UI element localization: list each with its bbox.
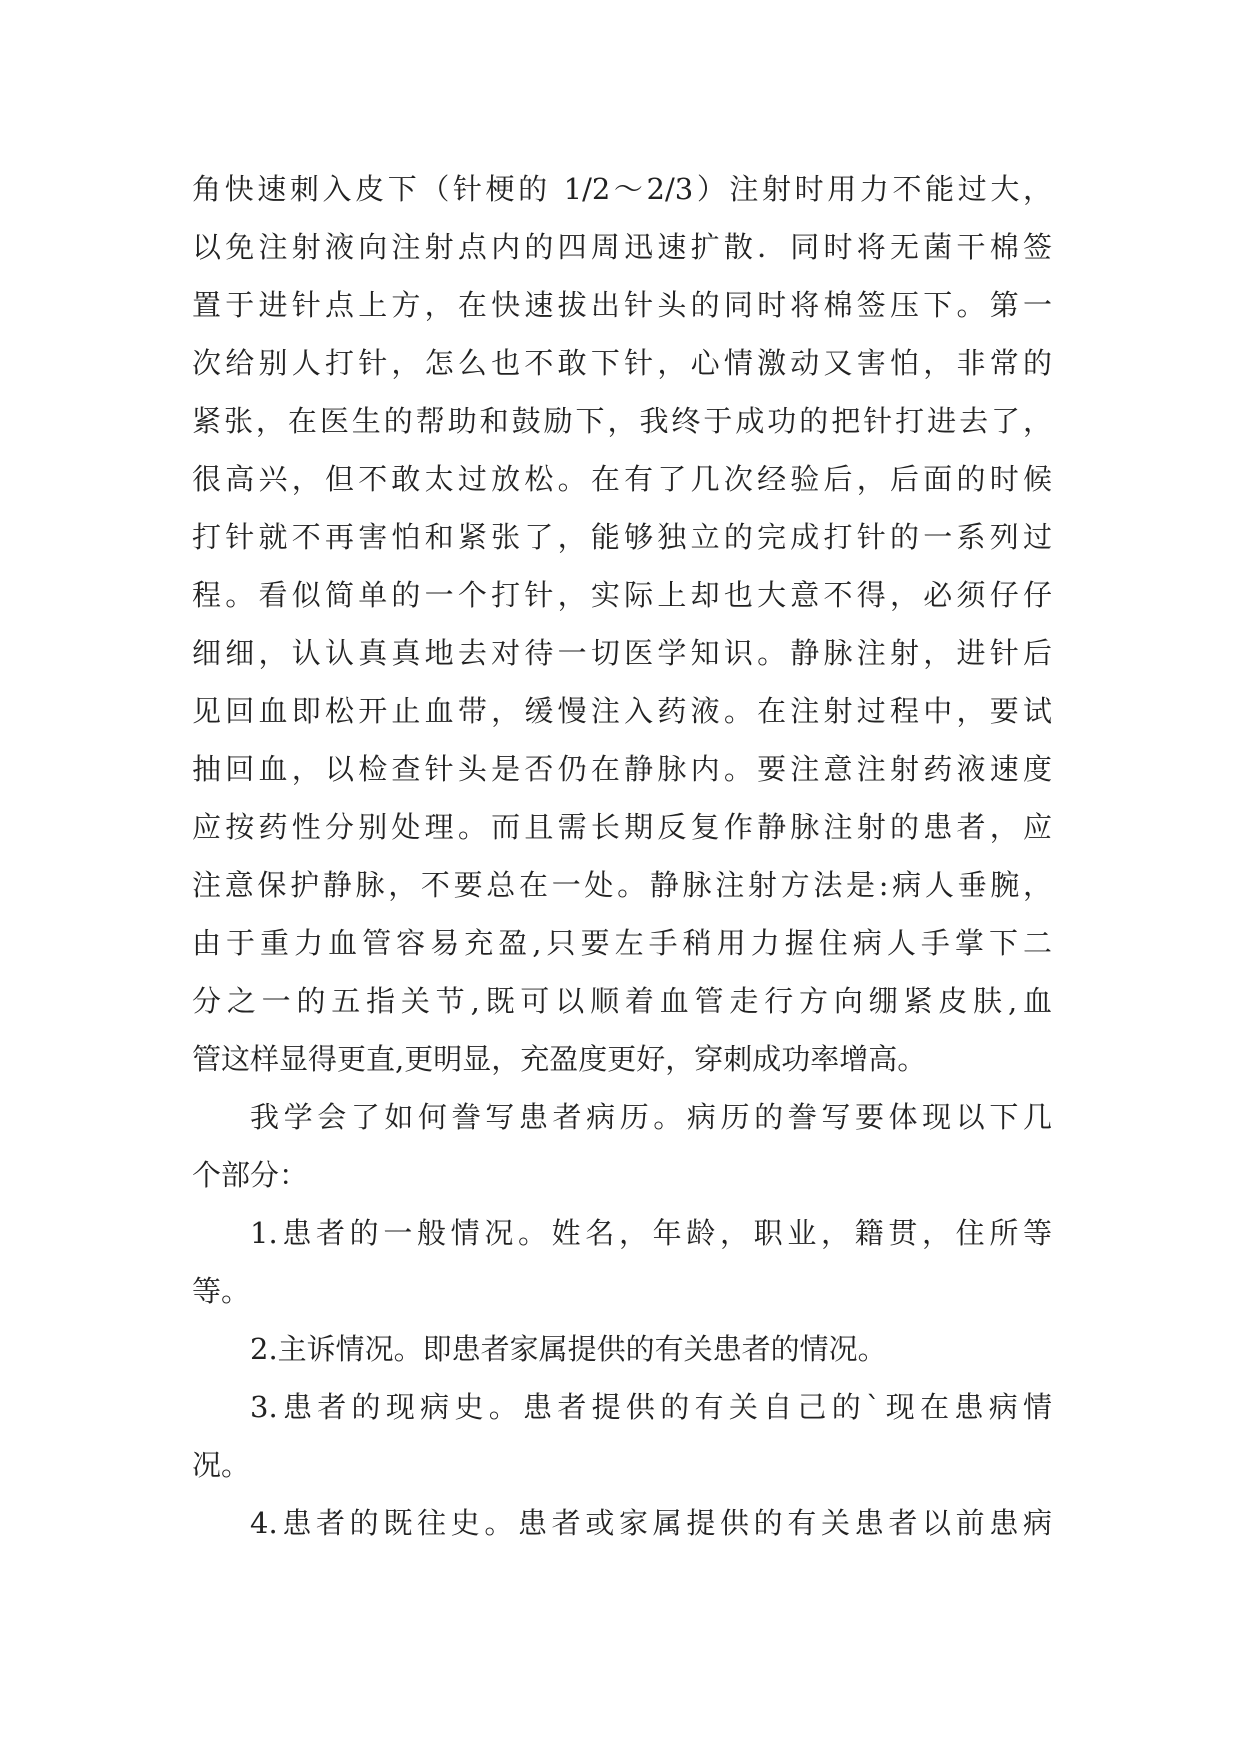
list-item-2 xyxy=(192,1320,1052,1378)
text-line: 程。看似简单的一个打针，实际上却也大意不得，必须仔仔 xyxy=(192,578,1052,612)
text-line: 紧张，在医生的帮助和鼓励下，我终于成功的把针打进去了， xyxy=(192,404,1052,438)
text-line: 见回血即松开止血带，缓慢注入药液。在注射过程中，要试 xyxy=(192,694,1052,728)
text-line: 4.患者的既往史。患者或家属提供的有关患者以前患病 xyxy=(250,1506,1052,1540)
text-line: 很高兴，但不敢太过放松。在有了几次经验后，后面的时候 xyxy=(192,462,1052,496)
text-line: 细细，认认真真地去对待一切医学知识。静脉注射，进针后 xyxy=(192,636,1052,670)
text-line: 由于重力血管容易充盈,只要左手稍用力握住病人手掌下二 xyxy=(192,926,1052,960)
paragraph-2 xyxy=(192,1088,1052,1204)
text-line: 应按药性分别处理。而且需长期反复作静脉注射的患者，应 xyxy=(192,810,1052,844)
text-line: 况。 xyxy=(192,1448,251,1482)
text-line: 我学会了如何誊写患者病历。病历的誊写要体现以下几 xyxy=(250,1100,1052,1134)
document-body xyxy=(192,160,1052,1552)
text-line: 2.主诉情况。即患者家属提供的有关患者的情况。 xyxy=(250,1332,887,1366)
text-line: 个部分： xyxy=(192,1158,309,1192)
text-line: 以免注射液向注射点内的四周迅速扩散．同时将无菌干棉签 xyxy=(192,230,1052,264)
paragraph-1 xyxy=(192,160,1052,1088)
text-line: 注意保护静脉，不要总在一处。静脉注射方法是:病人垂腕， xyxy=(192,868,1052,902)
text-line: 次给别人打针，怎么也不敢下针，心情激动又害怕，非常的 xyxy=(192,346,1052,380)
text-line: 抽回血，以检查针头是否仍在静脉内。要注意注射药液速度 xyxy=(192,752,1052,786)
text-line: 管这样显得更直,更明显，充盈度更好，穿刺成功率增高。 xyxy=(192,1042,927,1076)
text-line: 置于进针点上方，在快速拔出针头的同时将棉签压下。第一 xyxy=(192,288,1052,322)
text-line: 3.患者的现病史。患者提供的有关自己的`现在患病情 xyxy=(250,1390,1052,1424)
text-line: 1.患者的一般情况。姓名，年龄，职业，籍贯，住所等 xyxy=(250,1216,1052,1250)
list-item-3 xyxy=(192,1378,1052,1494)
list-item-1 xyxy=(192,1204,1052,1320)
text-line: 分之一的五指关节,既可以顺着血管走行方向绷紧皮肤,血 xyxy=(192,984,1052,1018)
text-line: 等。 xyxy=(192,1274,251,1308)
text-line: 角快速刺入皮下（针梗的 1/2～2/3）注射时用力不能过大， xyxy=(192,172,1052,206)
text-line: 打针就不再害怕和紧张了，能够独立的完成打针的一系列过 xyxy=(192,520,1052,554)
list-item-4 xyxy=(192,1494,1052,1552)
